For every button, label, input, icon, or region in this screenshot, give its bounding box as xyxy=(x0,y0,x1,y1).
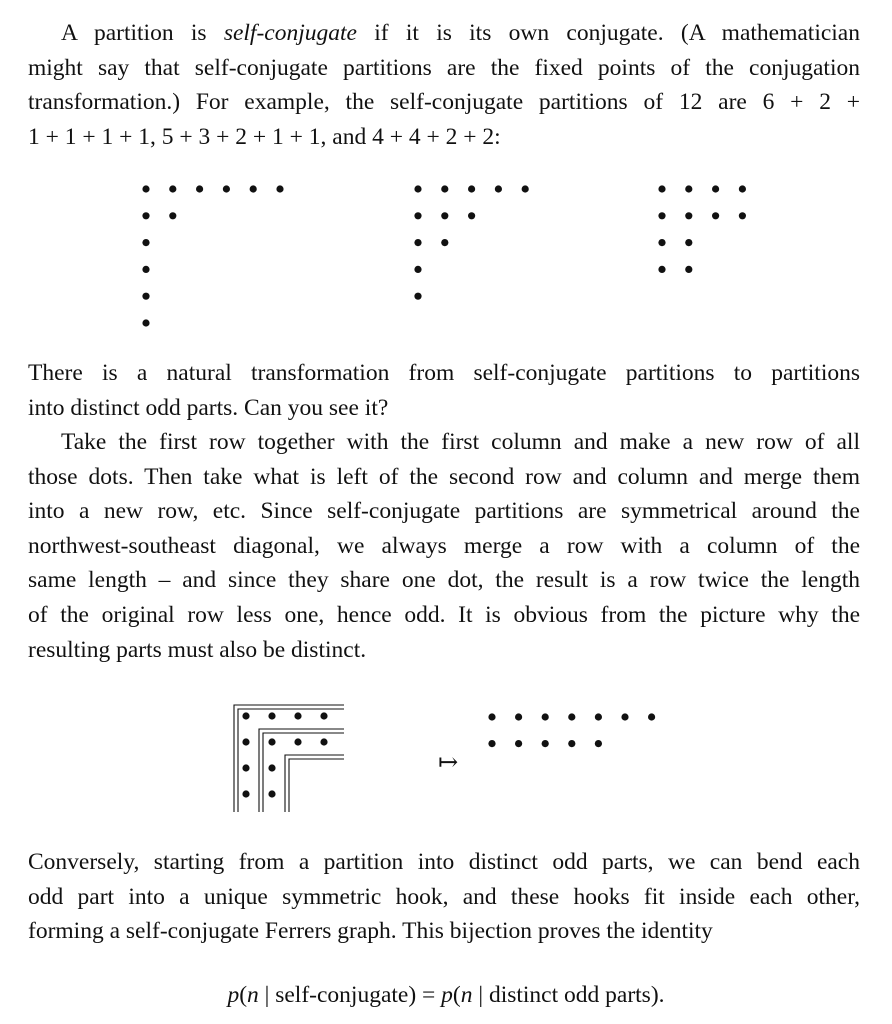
ferrers-dot xyxy=(658,266,665,273)
intro-line-3: transformation.) For example, the self-conjugate partitions of 12 are 6 + 2 + xyxy=(28,89,860,116)
source-dot xyxy=(268,764,275,771)
ferrers-dot xyxy=(468,185,475,192)
conversely-line-3: forming a self-conjugate Ferrers graph. This bijection proves the identity xyxy=(28,918,713,945)
transformation-line-2: into distinct odd parts. Can you see it? xyxy=(28,394,389,421)
emphasis-self-conjugate: self-conjugate xyxy=(223,20,357,46)
intro-line-1: A partition is self-conjugate if it is its own conjugate. (A mathematician xyxy=(61,20,860,46)
ferrers-dot xyxy=(468,212,475,219)
ferrers-dot xyxy=(712,185,719,192)
source-dot xyxy=(320,712,327,719)
ferrers-dot xyxy=(441,239,448,246)
target-dot xyxy=(515,713,522,720)
hook-outline-1 xyxy=(234,705,344,812)
ferrers-dot xyxy=(250,185,257,192)
ferrers-dot xyxy=(169,212,176,219)
ferrers-dot xyxy=(658,185,665,192)
ferrers-dot xyxy=(414,212,421,219)
intro-line-4: 1 + 1 + 1 + 1, 5 + 3 + 2 + 1 + 1, and 4 + 4 + 2 + 2: xyxy=(28,123,501,150)
target-dot xyxy=(648,713,655,720)
ferrers-diagram-1 xyxy=(142,185,283,326)
ferrers-dot xyxy=(685,212,692,219)
source-dot xyxy=(320,738,327,745)
paragraph-explanation xyxy=(28,425,860,667)
ferrers-dot xyxy=(739,185,746,192)
ferrers-dot xyxy=(685,266,692,273)
target-dot xyxy=(595,740,602,747)
maps-to-arrow: ↦ xyxy=(437,748,459,776)
source-dot xyxy=(242,764,249,771)
hook-outline-1 xyxy=(238,709,344,812)
ferrers-dot xyxy=(142,185,149,192)
ferrers-diagram-3 xyxy=(658,185,746,273)
hook-outline-3 xyxy=(289,759,344,812)
ferrers-dot xyxy=(712,212,719,219)
ferrers-dot xyxy=(142,319,149,326)
source-dot xyxy=(268,738,275,745)
source-dot xyxy=(294,712,301,719)
explanation-line-7: resulting parts must also be distinct. xyxy=(28,636,367,663)
explanation-line-3: into a new row, etc. Since self-conjugate partitions are symmetrical around the xyxy=(28,498,860,525)
target-dot xyxy=(568,740,575,747)
source-dot xyxy=(242,738,249,745)
transformation-line-1: There is a natural transformation from self-conjugate partitions to partitions xyxy=(28,360,860,386)
source-dot xyxy=(268,790,275,797)
target-dot xyxy=(542,740,549,747)
ferrers-dot xyxy=(495,185,502,192)
target-dot xyxy=(488,713,495,720)
ferrers-dot xyxy=(276,185,283,192)
ferrers-dot xyxy=(169,185,176,192)
ferrers-dot xyxy=(142,212,149,219)
hook-outline-2 xyxy=(259,729,344,812)
ferrers-dot xyxy=(414,266,421,273)
ferrers-dot xyxy=(739,212,746,219)
ferrers-dot xyxy=(196,185,203,192)
paragraph-conversely xyxy=(28,845,860,949)
source-dot xyxy=(242,790,249,797)
ferrers-examples-figure xyxy=(0,0,892,345)
target-dot xyxy=(621,713,628,720)
ferrers-dot xyxy=(441,185,448,192)
ferrers-dot xyxy=(522,185,529,192)
explanation-line-6: of the original row less one, hence odd. It is obvious from the picture why the xyxy=(28,601,860,628)
ferrers-dot xyxy=(685,185,692,192)
ferrers-dot xyxy=(223,185,230,192)
conversely-line-2: odd part into a unique symmetric hook, and these hooks fit inside each other, xyxy=(28,883,860,910)
target-dot xyxy=(488,740,495,747)
source-dot xyxy=(242,712,249,719)
ferrers-dot xyxy=(441,212,448,219)
ferrers-dot xyxy=(142,266,149,273)
ferrers-dot xyxy=(658,212,665,219)
ferrers-dot xyxy=(142,293,149,300)
explanation-line-4: northwest-southeast diagonal, we always merge a row with a column of the xyxy=(28,532,860,559)
ferrers-dot xyxy=(414,293,421,300)
intro-line-2: might say that self-conjugate partitions are the fixed points of the conjugation xyxy=(28,54,860,81)
ferrers-diagram-2 xyxy=(414,185,528,299)
hook-outline-2 xyxy=(263,733,344,812)
target-dot xyxy=(568,713,575,720)
source-dot xyxy=(268,712,275,719)
explanation-line-2: those dots. Then take what is left of the second row and column and merge them xyxy=(28,463,860,490)
identity-equation: p(n | self-conjugate) = p(n | distinct odd parts). xyxy=(227,982,665,1008)
ferrers-dot xyxy=(685,239,692,246)
target-dot xyxy=(515,740,522,747)
conversely-line-1: Conversely, starting from a partition into distinct odd parts, we can bend each xyxy=(28,849,860,875)
hook-decomposition-diagram xyxy=(234,705,344,812)
ferrers-dot xyxy=(142,239,149,246)
distinct-odd-parts-diagram xyxy=(488,713,655,747)
target-dot xyxy=(542,713,549,720)
hook-outline-3 xyxy=(285,755,344,812)
source-dot xyxy=(294,738,301,745)
explanation-line-1: Take the first row together with the first column and make a new row of all xyxy=(61,429,860,455)
paragraph-transformation xyxy=(28,356,860,425)
explanation-line-5: same length – and since they share one dot, the result is a row twice the length xyxy=(28,567,860,594)
ferrers-dot xyxy=(658,239,665,246)
target-dot xyxy=(595,713,602,720)
ferrers-dot xyxy=(414,185,421,192)
ferrers-dot xyxy=(414,239,421,246)
